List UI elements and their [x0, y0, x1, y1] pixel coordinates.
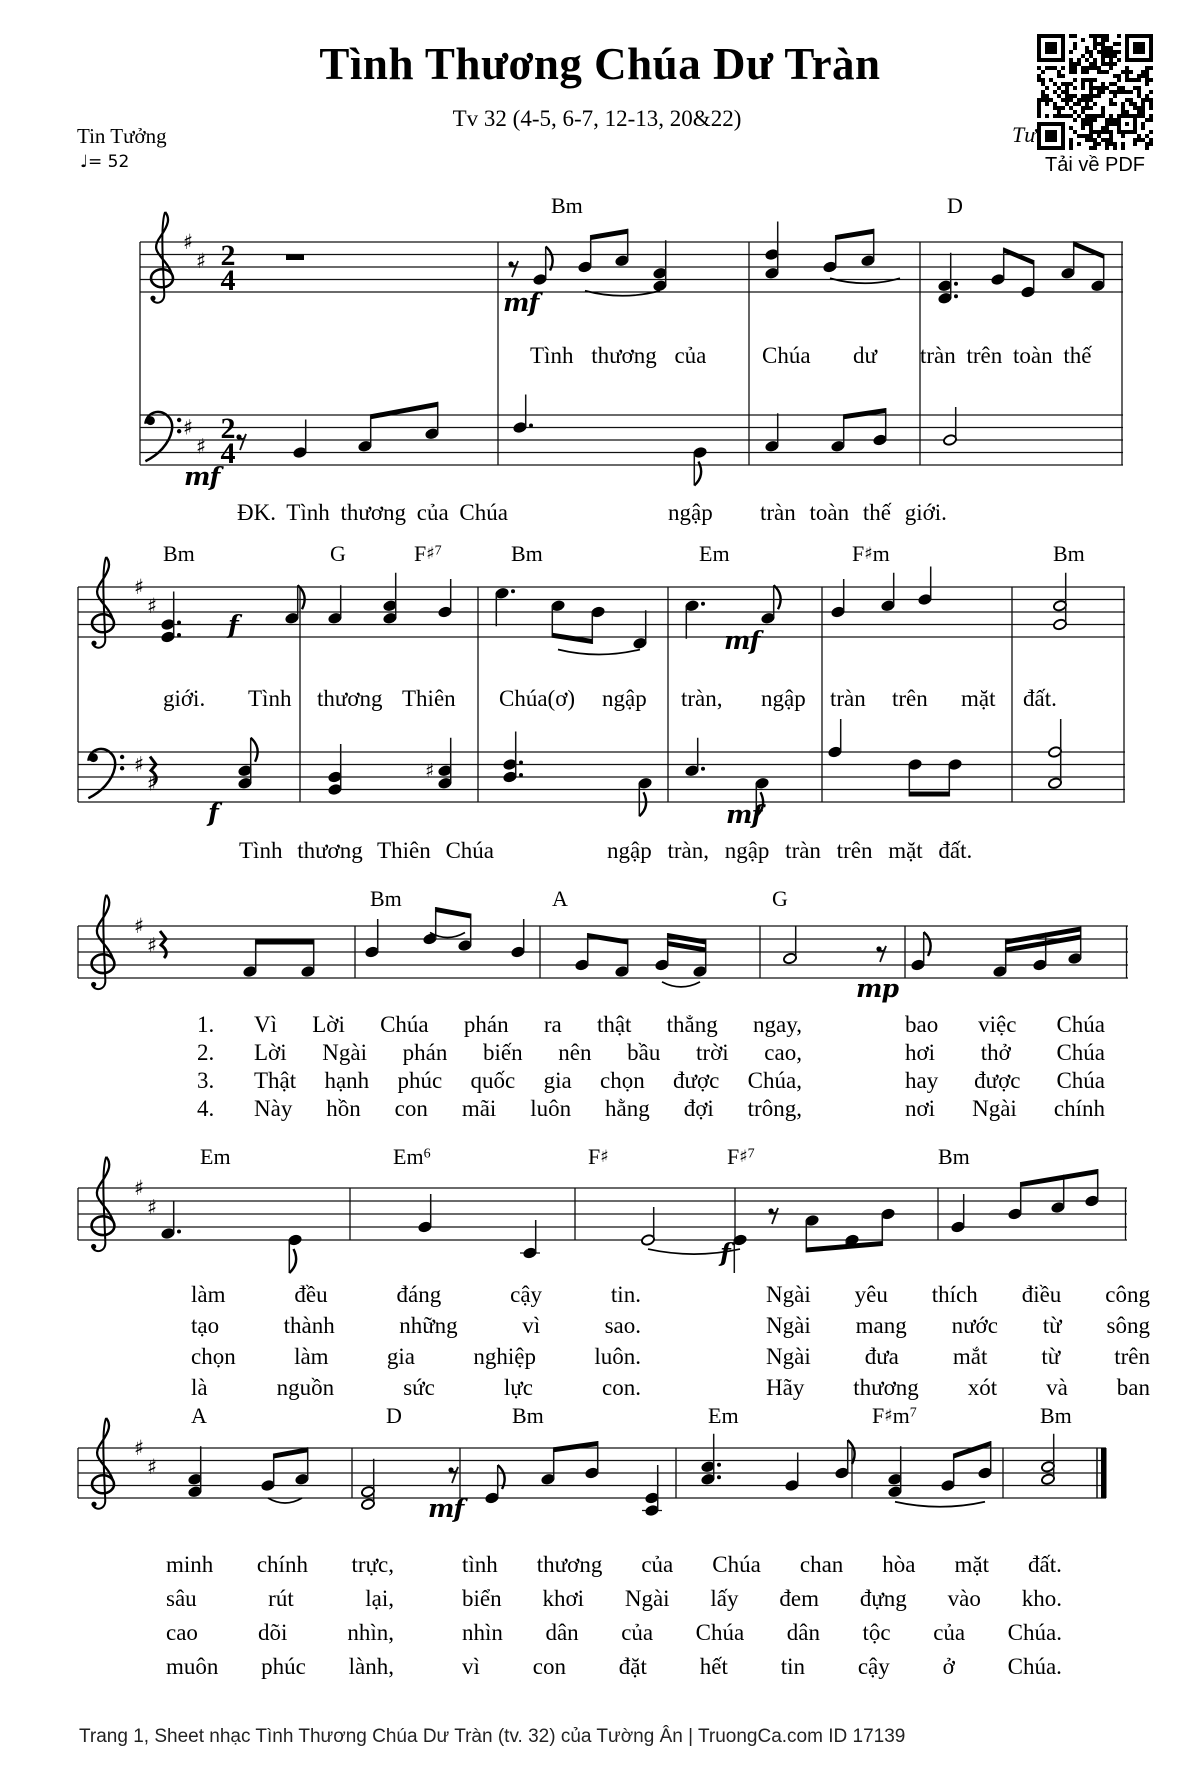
- lyric-word: Chúa: [712, 1552, 761, 1577]
- lyric-word: Chúa,: [747, 1068, 802, 1093]
- lyric-word: luôn.: [594, 1344, 641, 1369]
- lyric-refrain-treble: Tình thương của: [530, 343, 707, 368]
- verse-number: 1.: [197, 1012, 215, 1037]
- lyric-word: việc: [978, 1012, 1017, 1037]
- lyric-word: lấy: [710, 1586, 739, 1611]
- lyric-word: mặt: [954, 1552, 990, 1577]
- lyric-word: cao: [166, 1620, 198, 1645]
- lyric-word: Ngài: [766, 1344, 811, 1369]
- lyric-word: thở: [980, 1040, 1011, 1065]
- lyric-word: kho.: [1021, 1586, 1062, 1611]
- chord-label: Bm: [1040, 1403, 1072, 1428]
- lyric-word: những: [399, 1313, 458, 1338]
- sharp-symbol: ♯: [739, 1146, 748, 1167]
- lyric-word: trời: [696, 1040, 729, 1065]
- dynamic-marking: mf: [724, 626, 760, 655]
- lyric-word: sâu: [166, 1586, 197, 1611]
- chord-label: Bm: [938, 1144, 970, 1169]
- lyric-refrain2-treble: ngập: [602, 686, 647, 711]
- chord-label: Bm: [370, 886, 402, 911]
- lyric-word: chọn: [599, 1068, 645, 1093]
- lyric-refrain2-treble: giới.: [163, 686, 206, 711]
- lyric-word: dõi: [257, 1620, 288, 1645]
- lyric-word: vì: [462, 1654, 480, 1679]
- lyric-word: đưa: [864, 1344, 899, 1369]
- chord-label: G: [330, 541, 346, 566]
- svg-text:♯: ♯: [196, 434, 207, 459]
- chord-label: D: [947, 193, 963, 218]
- chord-label: Em: [708, 1403, 739, 1428]
- lyric-word: điều: [1021, 1282, 1062, 1307]
- lyric-word: làm: [191, 1282, 226, 1307]
- lyric-refrain2-treble: ngập: [761, 686, 806, 711]
- dynamic-marking: mp: [856, 974, 898, 1003]
- chord-label: Bm: [512, 1403, 544, 1428]
- svg-text:4: 4: [220, 264, 236, 297]
- svg-text:♯: ♯: [425, 759, 435, 782]
- lyric-refrain2-treble: thương: [317, 686, 383, 711]
- lyric-word: gia: [543, 1068, 572, 1093]
- lyric-word: thương: [536, 1552, 603, 1577]
- svg-text:♯: ♯: [183, 415, 194, 440]
- lyric-word: của: [933, 1620, 966, 1645]
- lyric-word: tộc: [862, 1620, 891, 1645]
- chord-label: Bm: [163, 541, 195, 566]
- lyric-word: nhìn: [462, 1620, 503, 1645]
- lyric-word: Thật: [254, 1068, 297, 1093]
- lyric-word: trông,: [747, 1096, 802, 1121]
- dynamic-marking: f: [228, 610, 238, 639]
- lyric-word: sức: [403, 1375, 435, 1400]
- lyric-word: lực: [503, 1375, 533, 1400]
- lyric-word: dân: [786, 1620, 820, 1645]
- svg-text:♯: ♯: [183, 230, 194, 254]
- chord-label: F♯: [588, 1144, 609, 1169]
- lyric-word: hòa: [882, 1552, 916, 1577]
- sharp-symbol: ♯: [884, 1405, 893, 1426]
- sharp-symbol: ♯: [864, 543, 873, 564]
- lyric-word: từ: [1041, 1344, 1061, 1369]
- lyric-word: quốc: [470, 1068, 516, 1093]
- lyric-word: tin.: [610, 1282, 641, 1307]
- lyric-word: Lời: [312, 1012, 345, 1037]
- lyric-word: hết: [699, 1654, 728, 1679]
- lyric-word: xót: [967, 1375, 998, 1400]
- lyric-refrain-treble: tràn trên toàn thế: [920, 343, 1092, 368]
- lyric-word: công: [1105, 1282, 1150, 1307]
- lyric-word: dân: [545, 1620, 579, 1645]
- chord-label: A: [191, 1403, 207, 1428]
- svg-text:2: 2: [220, 412, 236, 445]
- lyric-word: phán: [402, 1040, 448, 1065]
- lyric-word: nên: [558, 1040, 592, 1065]
- lyric-word: hằng: [605, 1096, 650, 1121]
- chord-label: G: [772, 886, 788, 911]
- mood-label: Tin Tưởng: [77, 124, 167, 148]
- lyric-word: tình: [462, 1552, 498, 1577]
- lyric-word: minh: [166, 1552, 214, 1577]
- lyric-word: phúc: [397, 1068, 443, 1093]
- lyric-word: ở: [942, 1654, 955, 1679]
- verse-number: 3.: [197, 1068, 215, 1093]
- lyric-word: sao.: [604, 1313, 641, 1338]
- lyric-word: con: [394, 1096, 428, 1121]
- lyric-word: và: [1046, 1375, 1068, 1400]
- lyric-refrain-treble: Chúa: [762, 343, 811, 368]
- svg-text:♯: ♯: [147, 1454, 158, 1479]
- lyric-word: mắt: [952, 1344, 988, 1369]
- lyric-word: vì: [522, 1313, 541, 1338]
- lyric-word: Ngài: [766, 1282, 811, 1307]
- lyric-word: là: [191, 1375, 208, 1400]
- lyric-word: lành,: [348, 1654, 394, 1679]
- lyric-word: phúc: [261, 1654, 306, 1679]
- lyric-word: cậy: [857, 1654, 890, 1679]
- lyric-refrain2-treble: mặt: [961, 686, 996, 711]
- lyric-word: nơi: [905, 1096, 936, 1121]
- chord-label: Em: [200, 1144, 231, 1169]
- lyric-word: vào: [947, 1586, 981, 1611]
- lyric-word: của: [621, 1620, 654, 1645]
- lyric-word: của: [641, 1552, 674, 1577]
- lyric-refrain2-treble: Tình: [248, 686, 292, 711]
- svg-text:2: 2: [220, 239, 236, 272]
- verse-number: 4.: [197, 1096, 215, 1121]
- lyric-word: Chúa: [1056, 1040, 1105, 1065]
- lyric-word: biến: [483, 1040, 523, 1065]
- lyric-word: được: [974, 1068, 1021, 1093]
- lyric-word: hồn: [326, 1096, 361, 1121]
- lyric-word: chan: [799, 1552, 844, 1577]
- lyric-refrain-bass: tràn toàn thế giới.: [760, 500, 947, 525]
- lyric-refrain2-treble: tràn,: [681, 686, 723, 711]
- lyric-word: chọn: [191, 1344, 236, 1369]
- chord-label: Em: [699, 541, 730, 566]
- lyric-word: luôn: [530, 1096, 572, 1121]
- chord-label: F♯m: [852, 541, 890, 566]
- lyric-word: Chúa.: [1007, 1620, 1062, 1645]
- lyric-word: nghiệp: [473, 1344, 536, 1369]
- sharp-symbol: ♯: [426, 543, 435, 564]
- lyric-word: Vì: [254, 1012, 277, 1037]
- lyric-word: Chúa: [380, 1012, 429, 1037]
- qr-code[interactable]: [1037, 34, 1153, 152]
- svg-text:♯: ♯: [134, 1436, 145, 1460]
- lyric-word: làm: [294, 1344, 329, 1369]
- lyric-word: đáng: [396, 1282, 442, 1307]
- lyric-word: nguồn: [276, 1375, 335, 1400]
- lyric-refrain2-treble: tràn: [830, 686, 866, 711]
- page-title: Tình Thương Chúa Dư Tràn: [319, 39, 881, 89]
- svg-text:♯: ♯: [134, 575, 145, 599]
- lyric-word: bao: [905, 1012, 939, 1037]
- lyric-word: khơi: [542, 1586, 585, 1611]
- chord-label: F♯$^7$: [727, 1144, 755, 1169]
- lyric-word: bầu: [627, 1040, 661, 1065]
- qr-image: [1037, 34, 1153, 152]
- lyric-refrain2-treble: Thiên: [402, 686, 456, 711]
- lyric-word: con: [532, 1654, 566, 1679]
- lyric-refrain-bass: ĐK. Tình thương của Chúa: [237, 500, 508, 525]
- chord-label: A: [552, 886, 568, 911]
- lyric-word: đem: [779, 1586, 819, 1611]
- lyric-word: trên: [1114, 1344, 1150, 1369]
- chord-label: D: [386, 1403, 402, 1428]
- dynamic-marking: mf: [726, 800, 762, 829]
- lyric-word: Ngài: [322, 1040, 367, 1065]
- lyric-word: hay: [905, 1068, 939, 1093]
- lyric-refrain2-bass: ngập tràn, ngập tràn trên mặt đất.: [607, 838, 973, 863]
- chord-label: F♯$^7$: [414, 541, 442, 566]
- lyric-word: Ngài: [624, 1586, 670, 1611]
- svg-text:4: 4: [220, 437, 236, 470]
- chord-label: Bm: [551, 193, 583, 218]
- lyric-word: thương: [853, 1375, 919, 1400]
- lyric-word: Này: [254, 1096, 293, 1121]
- lyric-word: mang: [855, 1313, 907, 1338]
- lyric-word: rút: [268, 1586, 294, 1611]
- lyric-word: thật: [596, 1012, 632, 1037]
- verse-number: 2.: [197, 1040, 215, 1065]
- download-pdf-link[interactable]: Tải về PDF: [1044, 154, 1146, 176]
- lyric-word: nhìn,: [347, 1620, 394, 1645]
- lyric-word: Chúa: [1056, 1012, 1105, 1037]
- svg-text:♯: ♯: [196, 248, 207, 273]
- lyric-word: thành: [283, 1313, 335, 1338]
- lyric-word: yêu: [854, 1282, 888, 1307]
- lyric-word: mãi: [461, 1096, 497, 1121]
- lyric-word: Ngài: [766, 1313, 811, 1338]
- chord-label: Bm: [511, 541, 543, 566]
- lyric-word: gia: [386, 1344, 416, 1369]
- lyric-word: phán: [463, 1012, 509, 1037]
- svg-text:♯: ♯: [147, 1195, 158, 1220]
- lyric-refrain-treble: dư: [853, 343, 877, 368]
- lyric-word: chính: [256, 1552, 308, 1577]
- lyric-word: cậy: [510, 1282, 543, 1307]
- dynamic-marking: f: [208, 798, 218, 827]
- lyric-word: được: [673, 1068, 720, 1093]
- lyric-refrain2-treble: đất.: [1023, 686, 1057, 711]
- lyric-refrain2-bass: Tình thương Thiên Chúa: [239, 838, 494, 863]
- lyric-word: Ngài: [972, 1096, 1017, 1121]
- lyric-word: sông: [1106, 1313, 1150, 1338]
- lyric-refrain2-treble: Chúa(ơ): [499, 686, 576, 711]
- footer-text: Trang 1, Sheet nhạc Tình Thương Chúa Dư Tràn (tv. 32) của Tường Ân | TruongCa.com ID 17139: [79, 1726, 906, 1747]
- lyric-word: ngay,: [753, 1012, 802, 1037]
- dynamic-marking: f: [720, 1238, 730, 1267]
- lyric-word: Lời: [254, 1040, 287, 1065]
- lyric-word: ban: [1116, 1375, 1150, 1400]
- lyric-word: Chúa: [1056, 1068, 1105, 1093]
- lyric-word: biển: [462, 1586, 502, 1611]
- chord-label: Bm: [1053, 541, 1085, 566]
- chord-label: $F♯m^7$: [872, 1403, 917, 1428]
- lyric-word: chính: [1053, 1096, 1105, 1121]
- lyric-word: đặt: [618, 1654, 647, 1679]
- lyric-word: hơi: [905, 1040, 936, 1065]
- lyric-word: con.: [602, 1375, 641, 1400]
- dynamic-marking: mf: [184, 462, 220, 491]
- dynamic-marking: mf: [503, 288, 539, 317]
- lyric-word: đựng: [859, 1586, 907, 1611]
- lyric-word: hạnh: [324, 1068, 370, 1093]
- lyric-word: tạo: [191, 1313, 220, 1338]
- lyric-word: nước: [951, 1313, 998, 1338]
- lyric-word: Chúa.: [1007, 1654, 1062, 1679]
- svg-text:♯: ♯: [134, 752, 145, 777]
- svg-text:♯: ♯: [134, 914, 145, 938]
- tempo-marking: ♩= 52: [80, 152, 130, 172]
- lyric-word: thẳng: [666, 1012, 718, 1037]
- psalm-reference: Tv 32 (4-5, 6-7, 12-13, 20&22): [452, 106, 742, 131]
- lyric-word: lại,: [365, 1586, 394, 1611]
- chord-label: Em$^6$: [393, 1144, 431, 1169]
- lyric-refrain2-treble: trên: [892, 686, 928, 711]
- lyric-word: đợi: [683, 1096, 714, 1121]
- sharp-symbol: ♯: [600, 1146, 609, 1167]
- svg-text:♯: ♯: [147, 933, 158, 958]
- lyric-word: trực,: [351, 1552, 394, 1577]
- dynamic-marking: mf: [428, 1494, 464, 1523]
- lyric-refrain-bass: ngập: [668, 500, 713, 525]
- lyric-word: ra: [543, 1012, 562, 1037]
- lyric-word: Chúa: [695, 1620, 745, 1645]
- lyric-word: cao,: [764, 1040, 802, 1065]
- lyric-word: đất.: [1028, 1552, 1062, 1577]
- svg-text:♯: ♯: [147, 593, 158, 618]
- lyric-word: từ: [1042, 1313, 1062, 1338]
- lyric-word: thích: [931, 1282, 978, 1307]
- svg-text:♯: ♯: [147, 771, 158, 796]
- lyric-word: tin: [780, 1654, 805, 1679]
- lyric-word: Hãy: [766, 1375, 805, 1400]
- composer-partial: Tư: [1012, 122, 1037, 147]
- lyric-word: đều: [294, 1282, 328, 1307]
- lyric-word: muôn: [166, 1654, 219, 1679]
- svg-text:♯: ♯: [134, 1176, 145, 1200]
